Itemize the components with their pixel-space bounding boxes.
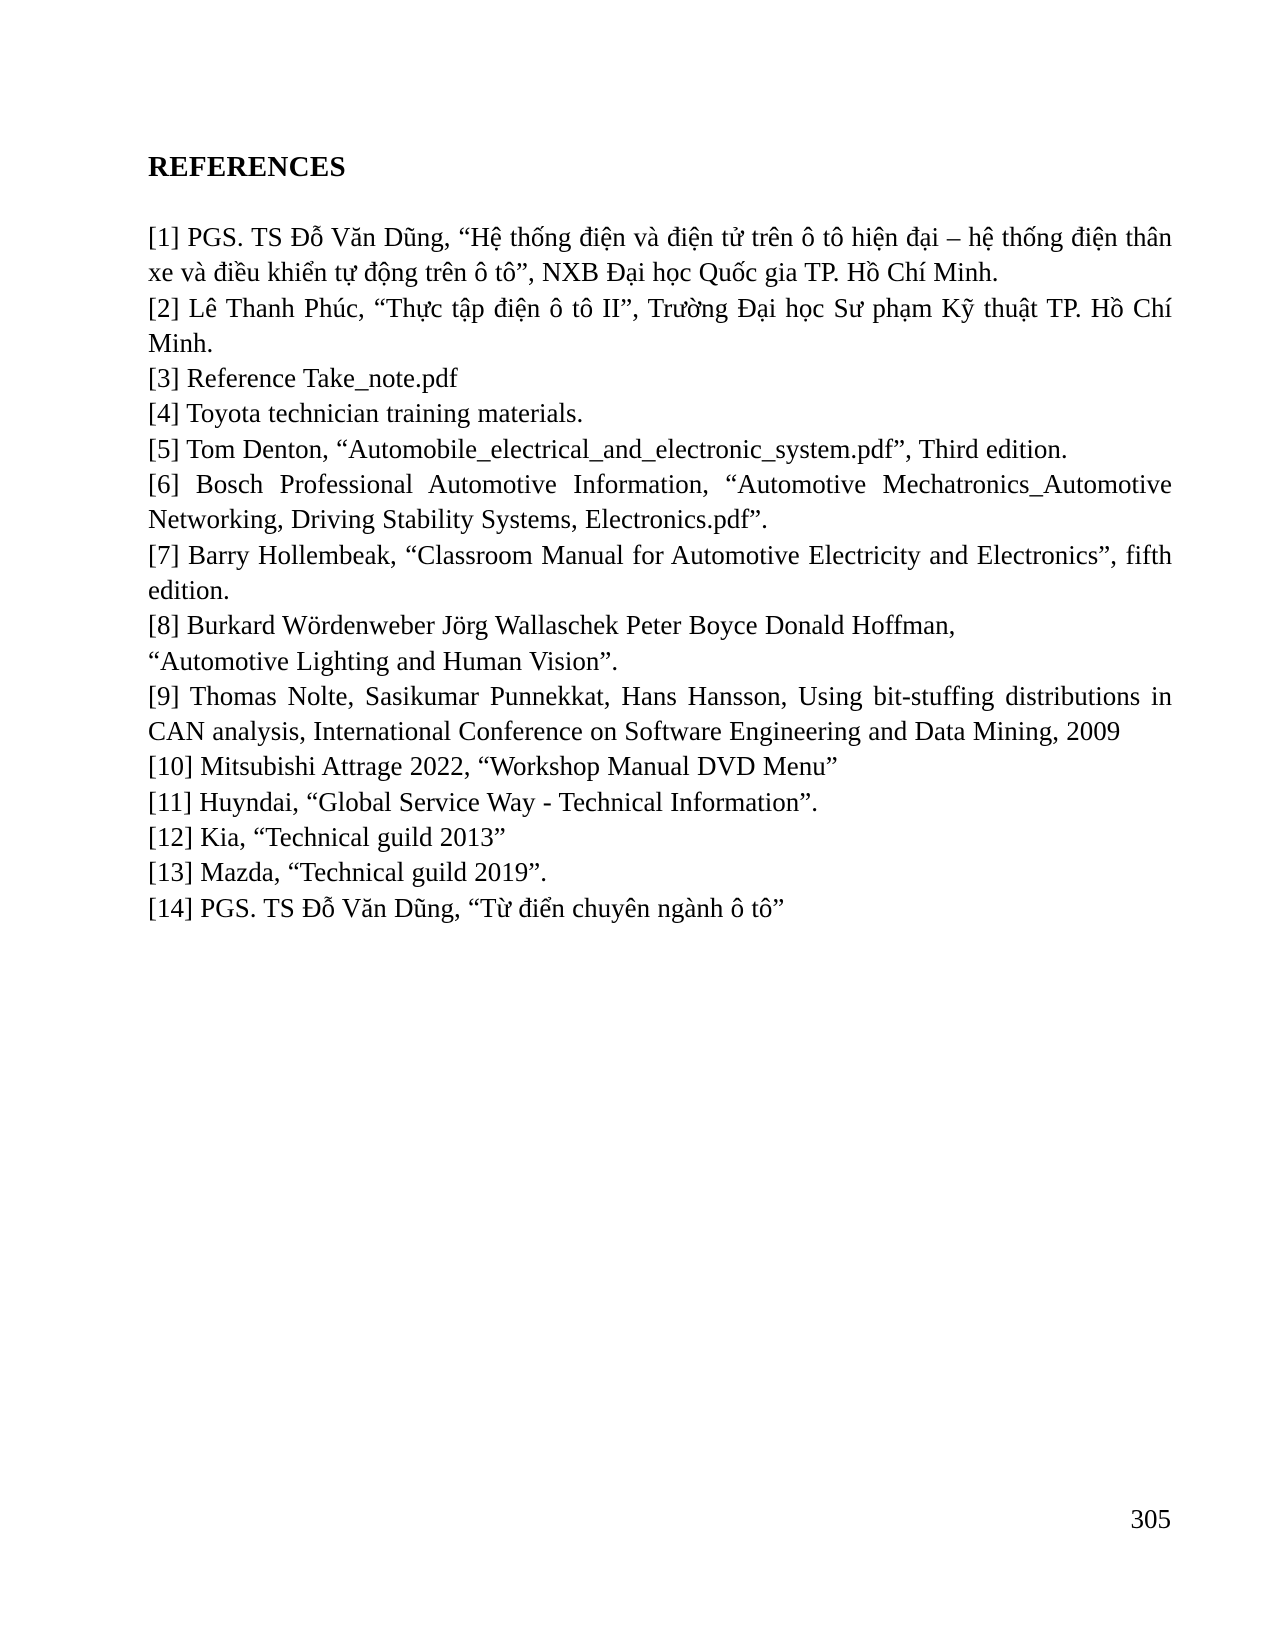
reference-item-6: [6] Bosch Professional Automotive Information, “Automotive Mechatronics_Automotive Networking, Driving Stability Systems, Electronics.pdf”. [148, 469, 1172, 535]
reference-item-10: [10] Mitsubishi Attrage 2022, “Workshop Manual DVD Menu” [148, 751, 838, 782]
reference-item-11: [11] Huyndai, “Global Service Way - Technical Information”. [148, 786, 818, 817]
reference-item-13: [13] Mazda, “Technical guild 2019”. [148, 857, 547, 888]
reference-item-1: [1] PGS. TS Đỗ Văn Dũng, “Hệ thống điện và điện tử trên ô tô hiện đại – hệ thống điện thân xe và điều khiển tự động trên ô tô”, NXB Đại học Quốc gia TP. Hồ Chí Minh. [148, 222, 1172, 288]
page-number: 305 [1130, 1504, 1171, 1534]
reference-item-14: [14] PGS. TS Đỗ Văn Dũng, “Từ điển chuyên ngành ô tô” [148, 892, 785, 923]
reference-item-7: [7] Barry Hollembeak, “Classroom Manual for Automotive Electricity and Electronics”, fifth edition. [148, 539, 1172, 605]
reference-item-4: [4] Toyota technician training materials. [148, 398, 584, 429]
references-section [148, 150, 1172, 926]
reference-item-3: [3] Reference Take_note.pdf [148, 363, 458, 394]
reference-item-2: [2] Lê Thanh Phúc, “Thực tập điện ô tô II”, Trường Đại học Sư phạm Kỹ thuật TP. Hồ Chí Minh. [148, 292, 1172, 358]
reference-item-5: [5] Tom Denton, “Automobile_electrical_and_electronic_system.pdf”, Third edition. [148, 433, 1068, 464]
references-heading: REFERENCES [148, 151, 346, 183]
reference-item-12: [12] Kia, “Technical guild 2013” [148, 822, 506, 853]
reference-item-8 [148, 608, 1172, 679]
reference-item-8-line-1: [8] Burkard Wördenweber Jörg Wallaschek Peter Boyce Donald Hoffman, [148, 610, 956, 641]
reference-item-8-line-2: “Automotive Lighting and Human Vision”. [148, 645, 619, 676]
reference-item-9: [9] Thomas Nolte, Sasikumar Punnekkat, Hans Hansson, Using bit-stuffing distributions in CAN analysis, International Conference on Software Engineering and Data Mining, 2009 [148, 680, 1172, 747]
